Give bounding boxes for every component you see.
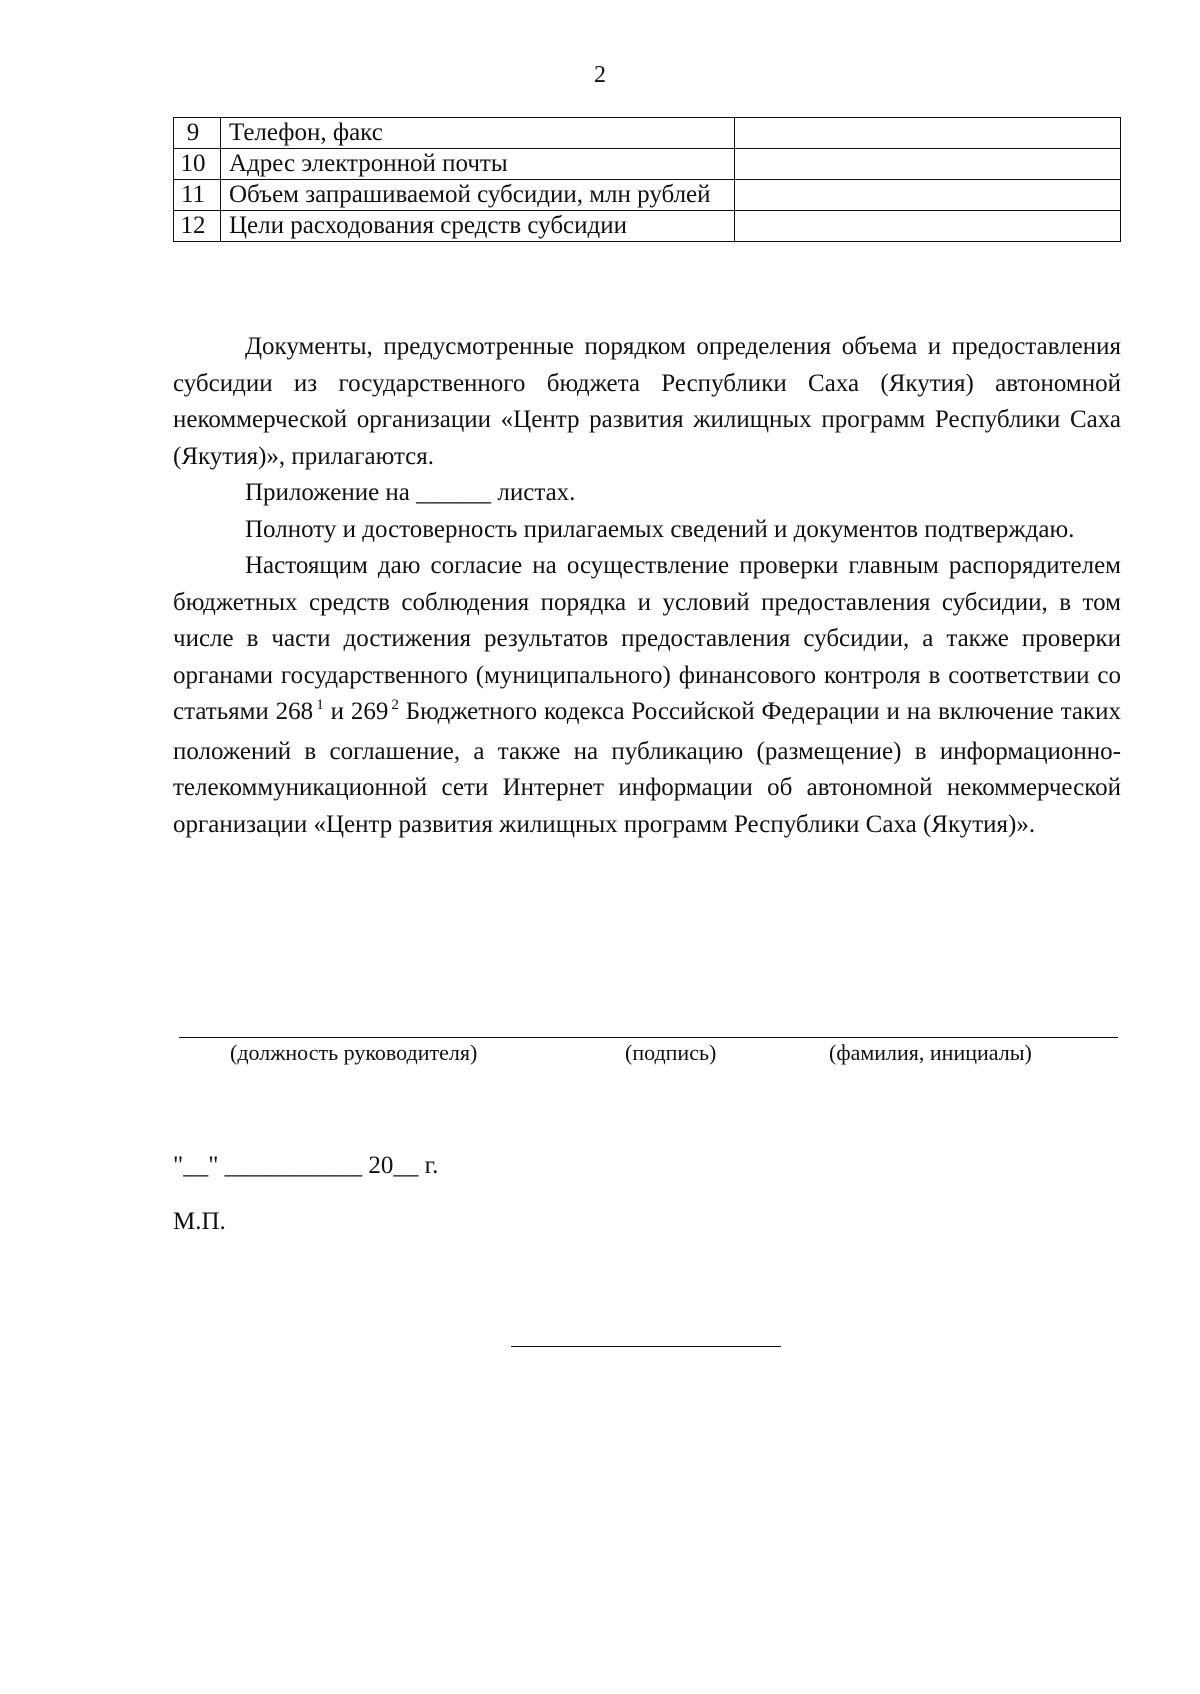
- body-text: [173, 329, 1121, 843]
- row-value[interactable]: [735, 180, 1121, 211]
- end-divider: [511, 1346, 781, 1347]
- row-number: 9: [174, 118, 221, 149]
- signature-line[interactable]: [179, 1037, 1118, 1038]
- table-row: [174, 180, 1121, 211]
- footnote-marker: 1: [316, 697, 324, 713]
- consent-text-part-3: Бюджетного кодекса Российской Федерации и на включение таких положений в соглашение, а также на публикацию (размещение) в информационно-телекоммуникационной сети Интернет информации об автономной некоммерческой организации «Центр развития жилищных программ Республики Саха (Якутия)».: [173, 698, 1121, 838]
- consent-paragraph: [173, 548, 1121, 843]
- row-label: Телефон, факс: [221, 118, 735, 149]
- footnote-marker: 2: [391, 697, 399, 713]
- consent-text-part-1: Настоящим даю согласие на осуществление проверки главным распорядителем бюджетных средств соблюдения порядка и условий предоставления субсидии, в том числе в части достижения результатов предоставления субсидии, а также проверки органами государственного (муниципального) финансового контроля в соответствии со статьями 268: [173, 552, 1121, 725]
- date-line[interactable]: "__" ___________ 20__ г.: [173, 1152, 439, 1179]
- attachment-paragraph: Приложение на ______ листах.: [245, 479, 576, 506]
- row-number: 11: [174, 180, 221, 211]
- row-label: Адрес электронной почты: [221, 149, 735, 180]
- table-row: [174, 118, 1121, 149]
- row-label: Объем запрашиваемой субсидии, млн рублей: [221, 180, 735, 211]
- table-row: [174, 211, 1121, 242]
- signature-caption: (подпись): [625, 1040, 717, 1065]
- name-caption: (фамилия, инициалы): [829, 1040, 1032, 1065]
- documents-paragraph: Документы, предусмотренные порядком определения объема и предоставления субсидии из государственного бюджета Республики Саха (Якутия) автономной некоммерческой организации «Центр развития жилищных программ Республики Саха (Якутия)», прилагаются.: [173, 333, 1121, 470]
- row-label: Цели расходования средств субсидии: [221, 211, 735, 242]
- row-value[interactable]: [735, 118, 1121, 149]
- row-number: 10: [174, 149, 221, 180]
- applicant-info-table: [173, 117, 1121, 242]
- confirmation-paragraph: Полноту и достоверность прилагаемых сведений и документов подтверждаю.: [245, 515, 1075, 543]
- table-row: [174, 149, 1121, 180]
- consent-text-part-2: и 269: [323, 698, 389, 725]
- row-value[interactable]: [735, 149, 1121, 180]
- stamp-label: М.П.: [173, 1208, 226, 1235]
- row-number: 12: [174, 211, 221, 242]
- position-caption: (должность руководителя): [230, 1040, 478, 1065]
- page-number: 2: [594, 62, 606, 88]
- row-value[interactable]: [735, 211, 1121, 242]
